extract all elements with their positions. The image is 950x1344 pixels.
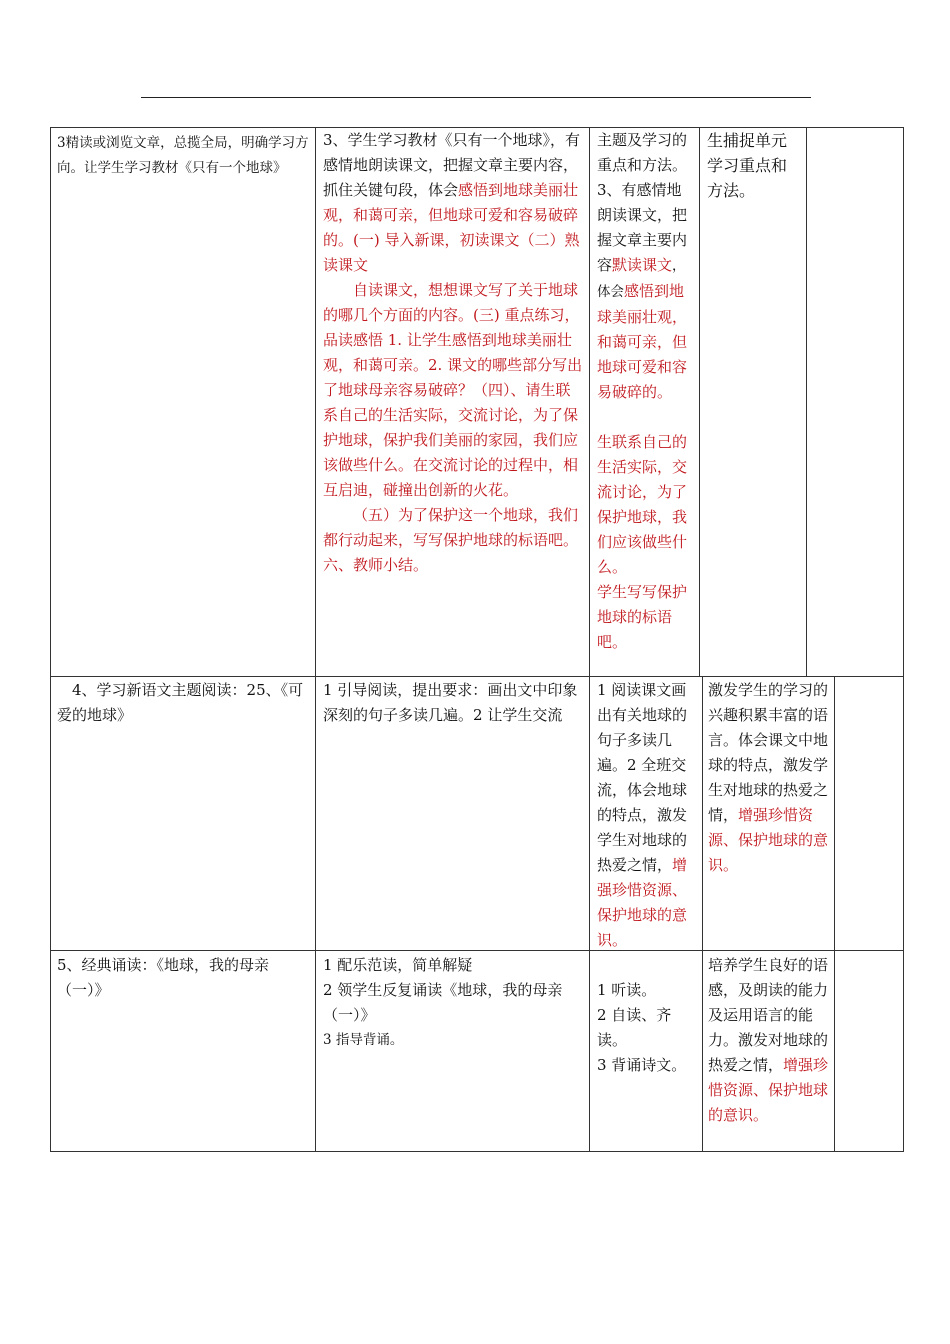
row3-activity-cell: [323, 953, 585, 1053]
row1-activity-intro: 3、学生学习教材《只有一个地球》，有感情地朗读课文，把握文章主要内容，抓住关键句段，体会: [323, 131, 581, 199]
row1-student-red-1: 默读课文: [612, 256, 673, 274]
row2-activity-cell: [323, 678, 585, 728]
row3-activity-line-2: 2 领学生反复诵读《地球，我的母亲（一）》: [323, 981, 563, 1024]
row1-step-cell: [57, 131, 311, 181]
row2-activity-text: 1 引导阅读，提出要求：画出文中印象深刻的句子多读几遍。2 让学生交流: [323, 681, 578, 724]
row3-goal-text: 培养学生良好的语感，及朗读的能力及运用语言的能力。激发对地球的热爱之情，: [708, 956, 829, 1074]
row1-student-text-2: ，体会: [597, 258, 686, 300]
row1-student-red-2: 感悟到地球美丽壮观，和蔼可亲，但地球可爱和容易破碎的。: [597, 282, 688, 401]
row3-student-line-3: 3 背诵诗文。: [597, 1056, 687, 1074]
row1-activity-red-2: 自读课文，想想课文写了关于地球的哪几个方面的内容。(三) 重点练习，品读感悟 1. 让学生感悟到地球美丽壮观，和蔼可亲。2. 课文的哪些部分写出了地球母亲容易破碎？（四）、请生联系自己的生活实际，交流讨论，为了保护地球，保护我们美丽的家园，我们应该做些什么。在交流讨论的过程中，相互启迪，碰撞出创新的火花。: [323, 281, 583, 499]
row1-student-red-3: 生联系自己的生活实际，交流讨论，为了保护地球，我们应该做些什么。: [597, 433, 688, 576]
row3-activity-line-3: 3 指导背诵。: [323, 1032, 404, 1048]
row3-step-cell: [57, 953, 311, 1003]
row1-step-text: 3精读或浏览文章，总揽全局，明确学习方向。让学生学习教材《只有一个地球》: [57, 135, 309, 176]
row2-student-text: 1 阅读课文画出有关地球的句子多读几遍。2 全班交流，体会地球的特点，激发学生对地球的热爱之情，: [597, 681, 688, 874]
row2-goal-cell: [708, 678, 830, 878]
row1-goal-text: 生捕捉单元学习重点和方法。: [707, 131, 788, 200]
row2-step-text: 4、学习新语文主题阅读：25、《可爱的地球》: [57, 681, 304, 724]
row2-goal-text: 激发学生的学习的兴趣积累丰富的语言。体会课文中地球的特点，激发学生对地球的热爱之情，: [708, 681, 829, 824]
row2-step-cell: [57, 678, 311, 728]
header-rule: [141, 97, 811, 98]
row1-activity-red-3: （五）为了保护这一个地球，我们都行动起来，写写保护地球的标语吧。六、教师小结。: [323, 506, 579, 574]
row3-student-cell: [597, 978, 695, 1078]
row3-activity-line-1: 1 配乐范读，简单解疑: [323, 956, 473, 974]
row3-step-text: 5、经典诵读：《地球，我的母亲（一）》: [57, 956, 270, 999]
row3-student-line-1: 1 听读。: [597, 981, 657, 999]
row1-student-cell: [597, 128, 693, 655]
row1-activity-cell: [323, 128, 583, 578]
row3-goal-cell: [708, 953, 830, 1128]
row3-goal-red: 增强珍惜资源、保护地球的意识。: [708, 1056, 829, 1124]
row2-goal-red: 增强珍惜资源、保护地球的意识。: [708, 806, 829, 874]
row1-activity-red-1: 感悟到地球美丽壮观，和蔼可亲，但地球可爱和容易破碎的。(一) 导入新课，初读课文（二）熟读课文: [323, 181, 580, 274]
row1-goal-cell: [707, 128, 801, 203]
row1-student-red-4: 学生写写保护地球的标语吧。: [597, 583, 688, 651]
row2-student-cell: [597, 678, 695, 953]
row3-student-line-2: 2 自读、齐读。: [597, 1006, 672, 1049]
row1-student-text-1: 主题及学习的重点和方法。3、有感情地朗读课文，把握文章主要内容: [597, 131, 688, 274]
row2-student-red: 增强珍惜资源、保护地球的意识。: [597, 856, 688, 949]
